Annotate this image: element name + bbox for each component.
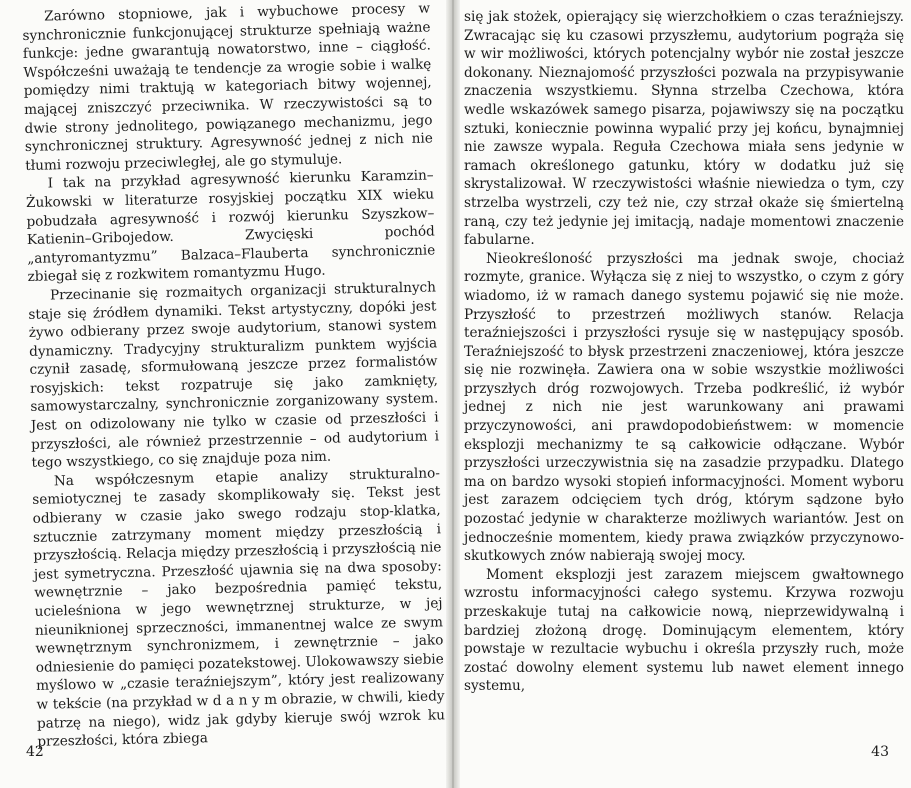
paragraph: Na współczesnym etapie analizy strukturalno-semiotycznej te zasady skomplikowały się. Tekst jest odbierany w czasie jako swego rodzaju stop-klatka, sztucznie zatrzymany moment między przeszłością i przyszłością. Relacja między przeszłością i przyszłością nie jest symetryczna. Przeszłość ujawnia się na dwa sposoby: wewnętrznie – jako bezpośrednia pamięć tekstu, ucieleśniona w jego wewnętrznej strukturze, w jej nieuniknionej sprzeczności, immanentnej walce ze swym wewnętrznym synchronizmem, i zewnętrznie – jako odniesienie do pamięci pozatekstowej. Ulokowawszy siebie myślowo w „czasie teraźniejszym”, który jest realizowany w tekście (na przykład w d a n y m obrazie, w chwili, kiedy patrzę na niego), widz jak gdyby kieruje swój wzrok ku przeszłości, która zbiega [32, 465, 446, 750]
paragraph: Zarówno stopniowe, jak i wybuchowe procesy w synchronicznie funkcjonującej strukturze spełniają ważne funkcje: jedne gwarantują nowatorstwo, inne – ciągłość. Współcześni uważają te tendencje za wrogie sobie i walkę pomiędzy nimi traktują w kategoriach bitwy wojennej, mającej zniszczyć przeciwnika. W rzeczywistości są to dwie strony jednolitego, powiązanego mechanizmu, jego synchronicznej struktury. Agresywność jednej z nich nie tłumi rozwoju przeciwległej, ale go stymuluje. [22, 0, 433, 174]
left-page [0, 0, 452, 788]
left-page-text [22, 0, 445, 752]
page-number: 43 [871, 744, 889, 760]
right-page-text [464, 8, 904, 696]
page-number: 42 [26, 744, 44, 760]
paragraph: I tak na przykład agresywność kierunku Karamzin–Żukowski w literaturze rosyjskiej początku XIX wieku pobudzała agresywność i rozwój kierunku Szyszkow–Katienin–Gribojedow. Zwycięski pochód „antyromantyzmu” Balzaca–Flauberta synchronicznie zbiegał się z rozkwitem romantyzmu Hugo. [25, 167, 436, 286]
paragraph: Przecinanie się rozmaitych organizacji strukturalnych staje się źródłem dynamiki. Tekst artystyczny, dopóki jest żywo odbierany przez swoje audytorium, stanowi system dynamiczny. Tradycyjny strukturalizm punktem wyjścia czynił zasadę, sformułowaną jeszcze przez formalistów rosyjskich: tekst rozpatruje się jako zamknięty, samowystarczalny, synchronicznie zorganizowany system. Jest on odizolowany nie tylko w czasie od przeszłości i przyszłości, ale również przestrzennie – od audytorium i tego wszystkiego, co się znajduje poza nim. [28, 279, 440, 472]
right-page [456, 0, 911, 788]
paragraph: Nieokreśloność przyszłości ma jednak swoje, chociaż rozmyte, granice. Wyłącza się z niej to wszystko, o czym z góry wiadomo, iż w ramach danego systemu pojawić się nie może. Przyszłość to przestrzeń możliwych stanów. Relacja teraźniejszości i przyszłości rysuje się w następujący sposób. Teraźniejszość to błysk przestrzeni znaczeniowej, która jeszcze się nie rozwinęła. Zawiera ona w sobie wszystkie możliwości przyszłych dróg rozwojowych. Trzeba podkreślić, iż wybór jednej z nich nie jest warunkowany ani prawami przyczynowości, ani prawdopodobieństwem: w momencie eksplozji mechanizmy te są całkowicie odłączane. Wybór przyszłości urzeczywistnia się na zasadzie przypadku. Dlatego ma on bardzo wysoki stopień informacyjności. Moment wyboru jest zarazem odcięciem tych dróg, którym sądzone było pozostać jedynie w charakterze możliwych wariantów. Jest on jednocześnie momentem, kiedy prawa związków przyczynowo-skutkowych znów nabierają swojej mocy. [464, 250, 904, 565]
paragraph: Moment eksplozji jest zarazem miejscem gwałtownego wzrostu informacyjności całego systemu. Krzywa rozwoju przeskakuje tutaj na całkowicie nową, nieprzewidywalną i bardziej złożoną drogę. Dominującym elementem, który powstaje w rezultacie wybuchu i określa przyszły ruch, może zostać dowolny element systemu lub nawet element innego systemu, [464, 566, 904, 695]
paragraph: się jak stożek, opierający się wierzchołkiem o czas teraźniejszy. Zwracając się ku czasowi przyszłemu, audytorium pogrąża się w wir możliwości, których potencjalny wybór nie został jeszcze dokonany. Nieznajomość przyszłości pozwala na przypisywanie znaczenia wszystkiemu. Słynna strzelba Czechowa, która wedle wskazówek samego pisarza, pojawiwszy się na początku sztuki, koniecznie powinna wypalić przy jej końcu, bynajmniej nie zawsze wypala. Reguła Czechowa miała sens jedynie w ramach określonego gatunku, który w dodatku już się skrystalizował. W rzeczywistości właśnie niewiedza o tym, czy strzelba wystrzeli, czy też nie, czy strzał okaże się śmiertelną raną, czy też jedynie jej imitacją, nadaje momentowi znaczenie fabularne. [464, 9, 904, 249]
